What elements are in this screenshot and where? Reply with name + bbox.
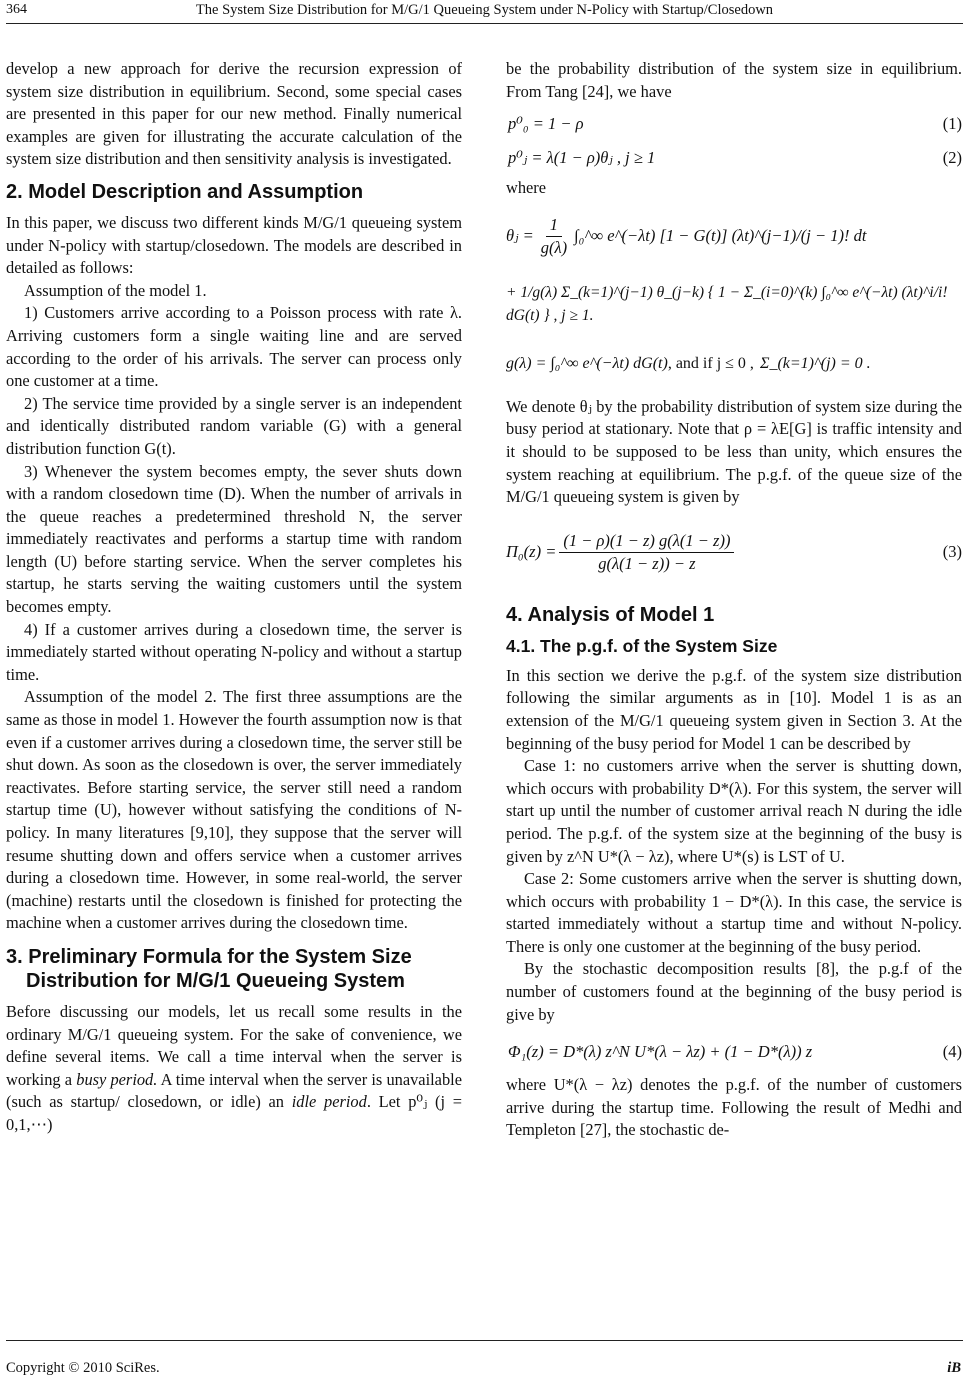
section-3-heading-line-2: Distribution for M/G/1 Queueing System — [26, 969, 405, 992]
equation-4-number: (4) — [942, 1041, 962, 1061]
section-3-heading — [6, 945, 462, 993]
case-2-paragraph: Case 2: Some customers arrive when the server is shutting down, which occurs with probability 1 − D*(λ). In this case, the service is started immediately without a startup time and without N-policy. There is only one customer at the beginning of the busy period. — [506, 869, 962, 956]
section-4-heading: 4. Analysis of Model 1 — [506, 603, 715, 626]
section-2-intro: In this paper, we discuss two different kinds M/G/1 queueing system under N-policy with startup/closedown. The models are described in detailed as follows: — [6, 212, 462, 278]
g-definition-formula: g(λ) = ∫₀^∞ e^(−λt) dG(t) — [506, 355, 668, 373]
equation-3-denominator: g(λ(1 − z)) − z — [598, 554, 696, 574]
equation-2-number: (2) — [942, 147, 962, 167]
section-3-paragraph — [6, 1001, 462, 1137]
theta-lhs: θⱼ = — [506, 226, 534, 246]
copyright-notice: Copyright © 2010 SciRes. — [6, 1360, 160, 1376]
section-2-heading: 2. Model Description and Assumption — [6, 180, 364, 203]
g-definition-condition: , and if j ≤ 0 , — [667, 355, 754, 373]
theta-fraction — [537, 214, 571, 259]
section-3-text-c: . Let p⁰ⱼ (j = 0,1,⋯) — [6, 1092, 462, 1134]
equation-4 — [506, 1030, 962, 1074]
page-header — [0, 0, 969, 22]
theta-fraction-numerator: 1 — [546, 214, 562, 237]
equation-3-fraction — [559, 530, 734, 575]
running-title: The System Size Distribution for M/G/1 Queueing System under N-Policy with Startup/Closedown — [195, 2, 774, 18]
equation-2 — [506, 141, 962, 175]
equation-1-number: (1) — [942, 113, 962, 133]
equation-3-numerator: (1 − ρ)(1 − z) g(λ(1 − z)) — [559, 530, 734, 553]
equation-1-body: p⁰₀ = 1 − ρ — [508, 113, 584, 133]
equation-3-number: (3) — [942, 542, 962, 562]
theta-fraction-denominator: g(λ) — [540, 238, 568, 258]
assumption-1: 1) Customers arrive according to a Poisson process with rate λ. Arriving customers form a single waiting line and are served according to the order of his arrivals. The server can process only one customer at a time. — [6, 303, 462, 391]
equation-2-body: p⁰ⱼ = λ(1 − ρ)θⱼ , j ≥ 1 — [508, 147, 656, 167]
section-3-heading-line-1: 3. Preliminary Formula for the System Size — [6, 945, 412, 968]
page-footer — [0, 1340, 969, 1380]
journal-abbreviation: iB — [947, 1360, 961, 1376]
model-2-paragraph: Assumption of the model 2. The first three assumptions are the same as those in model 1. However the fourth assumption now is that even if a customer arrives during a closedown time, the server still be shut down. As soon as the closedown is over, the server immediately reactivates. Before starting service, the server still need a random startup time (U), however without satisfying the conditions of N-policy. In many literatures [9,10], they suppose that the server will resume shutting down and offers service when a customer arrives during a closedown time. However, in some real-world, the server (machine) restarts until the closedown is finished for protecting the machine when a customer arrives during the closedown time. — [6, 687, 462, 933]
equation-1 — [506, 107, 962, 141]
section-3-text-b: A time interval when the server is unavailable (such as startup/ closedown, or idle) an — [6, 1069, 462, 1112]
header-rule — [6, 23, 963, 24]
intro-paragraph: develop a new approach for derive the recursion expression of system size distribution in equilibrium. Second, some special cases are presented in this paper for our new method. Finally numerical examples are given for illustrating the accurate calculation of the system size distribution and then sensitivity analysis is investigated. — [6, 59, 462, 169]
denote-paragraph: We denote θⱼ by the probability distribution of system size during the busy period at stationary. Note that ρ = λE[G] is traffic intensity and it should to be supposed to be less than unity, which ensures the system reaching at equilibrium. The p.g.f. of the queue size of the M/G/1 queueing system is given by — [506, 396, 962, 507]
g-definition — [506, 340, 962, 390]
left-column — [6, 58, 462, 1137]
theta-equation-line-1 — [506, 204, 962, 270]
busy-period-term: busy period. — [76, 1069, 158, 1089]
subsection-4-1-heading: 4.1. The p.g.f. of the System Size — [506, 635, 778, 656]
theta-equation-line-2 — [506, 270, 962, 340]
footer-rule — [6, 1340, 963, 1341]
page-number: 364 — [6, 2, 27, 17]
final-paragraph: where U*(λ − λz) denotes the p.g.f. of the number of customers arrive during the startup time. Following the result of Medhi and Templeton [27], the stochastic de- — [506, 1075, 962, 1140]
equation-4-body: Φ₁(z) = D*(λ) z^N U*(λ − λz) + (1 − D*(λ)) z — [508, 1041, 813, 1061]
stochastic-paragraph: By the stochastic decomposition results [8], the p.g.f of the number of customers found at the beginning of the busy period is give by — [506, 959, 962, 1024]
right-column — [506, 58, 962, 1142]
continuation-paragraph: be the probability distribution of the system size in equilibrium. From Tang [24], we have — [506, 59, 962, 101]
theta-recursion-term: + 1/g(λ) Σ_(k=1)^(j−1) θ_(j−k) { 1 − Σ_(i=0)^(k) ∫₀^∞ e^(−λt) (λt)^i/i! dG(t) } , j ≥ 1. — [506, 284, 948, 324]
theta-integral: ∫₀^∞ e^(−λt) [1 − G(t)] (λt)^(j−1)/(j − 1)! dt — [574, 226, 867, 246]
section-4-1-paragraph: In this section we derive the p.g.f. of the system size distribution following the similar arguments as in [10]. Model 1 is as an extension of the M/G/1 queueing system given in Section 3. At the beginning of the busy period for Model 1 can be described by — [506, 665, 962, 753]
assumption-3: 3) Whenever the system becomes empty, the sever shuts down with a random closedown time (D). When the number of arrivals in the queue reaches a predetermined threshold N, the server immediately reactivates and performs a startup time with random length (U) before starting service. When the server completes his startup, he starts serving the waiting customers until the system becomes empty. — [6, 461, 462, 617]
equation-3-lhs: Π₀(z) = — [506, 542, 557, 562]
assumption-2: 2) The service time provided by a single server is an independent and identically distributed random variable (G) with a general distribution function G(t). — [6, 393, 462, 458]
idle-period-term: idle period — [291, 1092, 367, 1112]
section-3-text-a: Before discussing our models, let us recall some results in the ordinary M/G/1 queueing system. For the sake of convenience, we define several items. We call a time interval when the server is working a — [6, 1001, 462, 1089]
empty-sum-convention: Σ_(k=1)^(j) = 0 . — [759, 355, 871, 373]
equation-3 — [506, 515, 962, 591]
where-label: where — [506, 178, 547, 198]
assumption-4: 4) If a customer arrives during a closedown time, the server is immediately started without operating N-policy and without a startup time. — [6, 619, 462, 684]
case-1-paragraph: Case 1: no customers arrive when the server is shutting down, which occurs with probability D*(λ). For this system, the server will start up until the number of customer arrival reach N during the idle period. The p.g.f. of the system size at the beginning of the busy is given by z^N U*(λ − λz), where U*(s) is LST of U. — [506, 756, 962, 866]
model-1-label: Assumption of the model 1. — [24, 280, 207, 300]
